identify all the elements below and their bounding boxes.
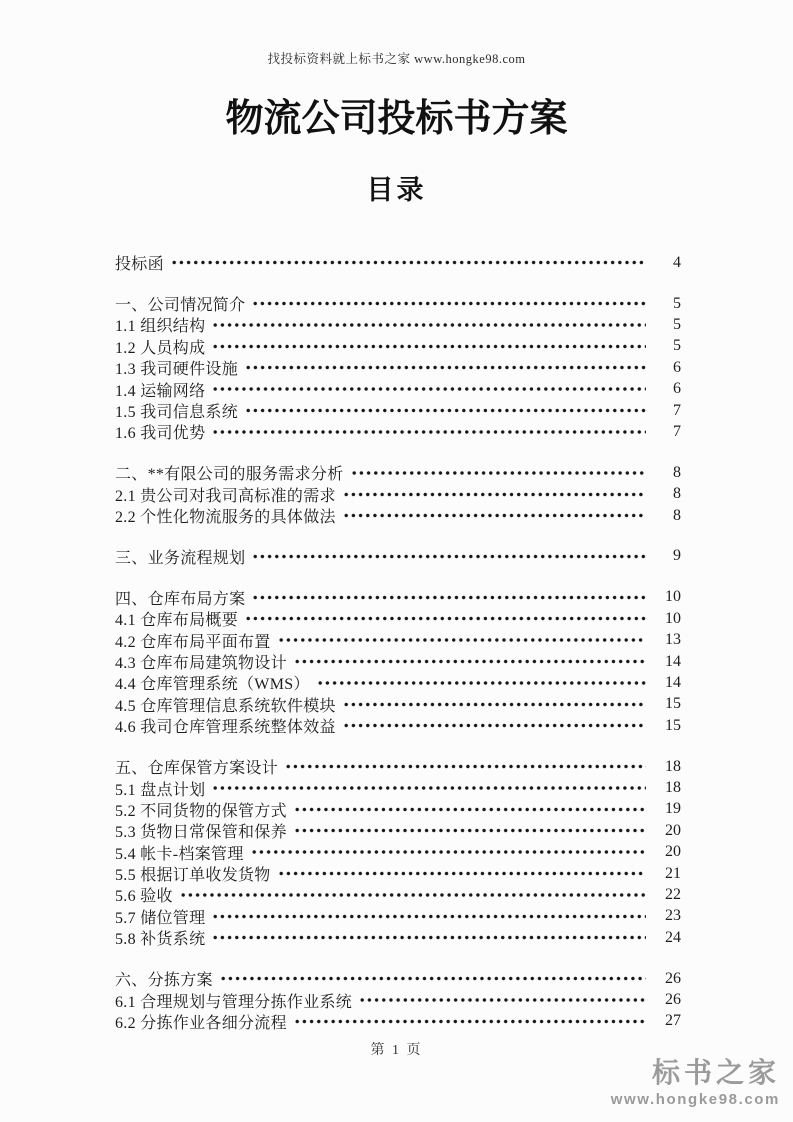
dot-leader — [343, 715, 646, 736]
toc-entry-label: 5.8 补货系统 — [115, 931, 206, 949]
toc-entry-label: 6.1 合理规划与管理分拣作业系统 — [115, 993, 353, 1011]
dot-leader — [317, 672, 646, 693]
toc-entry-label: 5.6 验收 — [115, 888, 173, 906]
toc-entry — [115, 400, 681, 421]
toc-page-number: 6 — [673, 380, 681, 398]
toc-entry-label: 投标函 — [115, 256, 164, 274]
toc-page-number: 22 — [665, 885, 681, 903]
dot-leader — [212, 421, 646, 442]
toc-entry-label: 六、分拣方案 — [115, 972, 213, 990]
toc-group — [115, 252, 681, 273]
toc-entry-label: 1.5 我司信息系统 — [115, 404, 239, 422]
toc-page-number: 7 — [673, 422, 681, 440]
toc-page-number: 20 — [665, 821, 681, 839]
toc-entry-label: 4.4 仓库管理系统（WMS） — [115, 676, 310, 694]
toc-entry — [115, 378, 681, 399]
toc-entry — [115, 927, 681, 948]
toc-entry-label: 5.4 帐卡-档案管理 — [115, 845, 244, 863]
toc-page-number: 10 — [665, 588, 681, 606]
toc-entry-label: 2.1 贵公司对我司高标准的需求 — [115, 487, 336, 505]
toc-entry — [115, 336, 681, 357]
toc-entry — [115, 820, 681, 841]
toc-page-number: 9 — [673, 547, 681, 565]
dot-leader — [343, 505, 646, 526]
dot-leader — [212, 336, 646, 357]
toc-page-number: 26 — [665, 969, 681, 987]
toc-entry — [115, 421, 681, 442]
toc-entry — [115, 505, 681, 526]
dot-leader — [294, 820, 646, 841]
toc-entry — [115, 587, 681, 608]
toc-entry — [115, 484, 681, 505]
toc-entry — [115, 1011, 681, 1032]
toc-entry — [115, 357, 681, 378]
toc-entry-label: 四、仓库布局方案 — [115, 590, 246, 608]
dot-leader — [212, 777, 646, 798]
toc-entry-label: 1.4 运输网络 — [115, 382, 206, 400]
toc-page-number: 10 — [665, 609, 681, 627]
toc-page-number: 14 — [665, 652, 681, 670]
toc-page-number: 6 — [673, 358, 681, 376]
dot-leader — [359, 989, 646, 1010]
document-title: 物流公司投标书方案 — [225, 98, 568, 140]
dot-leader — [212, 906, 646, 927]
toc-entry — [115, 863, 681, 884]
toc-entry — [115, 293, 681, 314]
toc-entry — [115, 694, 681, 715]
toc-page-number: 18 — [665, 757, 681, 775]
toc-group — [115, 462, 681, 526]
dot-leader — [285, 756, 646, 777]
toc-entry — [115, 777, 681, 798]
dot-leader — [343, 694, 646, 715]
dot-leader — [351, 462, 646, 483]
toc-page-number: 21 — [665, 864, 681, 882]
toc-entry-label: 五、仓库保管方案设计 — [115, 760, 279, 778]
toc-entry-label: 2.2 个性化物流服务的具体做法 — [115, 509, 336, 527]
dot-leader — [294, 799, 646, 820]
dot-leader — [180, 884, 646, 905]
toc-page-number: 13 — [665, 631, 681, 649]
watermark-url: www.hongke98.com — [610, 1091, 780, 1108]
toc-entry-label: 4.1 仓库布局概要 — [115, 612, 239, 630]
dot-leader — [278, 863, 646, 884]
toc-page-number: 23 — [665, 907, 681, 925]
dot-leader — [212, 378, 646, 399]
toc-entry — [115, 884, 681, 905]
toc-heading: 目录 — [366, 175, 427, 205]
dot-leader — [212, 314, 646, 335]
toc-page-number: 18 — [665, 779, 681, 796]
toc-entry-label: 6.2 分拣作业各细分流程 — [115, 1014, 287, 1032]
toc-entry — [115, 672, 681, 693]
toc-entry-label: 4.5 仓库管理信息系统软件模块 — [115, 697, 336, 715]
dot-leader — [171, 252, 646, 273]
toc-page-number: 26 — [665, 991, 681, 1009]
toc-entry — [115, 756, 681, 777]
dot-leader — [294, 651, 646, 672]
dot-leader — [245, 400, 646, 421]
dot-leader — [252, 546, 646, 567]
toc-entry — [115, 715, 681, 736]
toc-entry — [115, 314, 681, 335]
toc-entry-label: 一、公司情况简介 — [115, 297, 246, 315]
watermark — [611, 1059, 780, 1108]
toc-page-number: 24 — [665, 928, 681, 946]
toc-entry-label: 5.5 根据订单收发货物 — [115, 867, 271, 885]
dot-leader — [252, 587, 646, 608]
toc-group — [115, 756, 681, 949]
toc-page-number: 27 — [665, 1012, 681, 1030]
toc-entry — [115, 629, 681, 650]
toc-page-number: 8 — [673, 506, 681, 524]
toc-page-number: 5 — [673, 294, 681, 312]
toc-entry-label: 4.6 我司仓库管理系统整体效益 — [115, 719, 336, 737]
toc-group — [115, 546, 681, 567]
toc-entry-label: 4.2 仓库布局平面布置 — [115, 633, 271, 651]
dot-leader — [252, 293, 646, 314]
toc-entry-label: 1.1 组织结构 — [115, 318, 206, 336]
toc-page-number: 7 — [673, 401, 681, 419]
toc-page-number: 15 — [665, 695, 681, 713]
toc-page-number: 5 — [673, 337, 681, 355]
header-slogan: 找投标资料就上标书之家 www.hongke98.com — [267, 52, 526, 66]
dot-leader — [294, 1011, 646, 1032]
toc-entry — [115, 799, 681, 820]
toc-page-number: 8 — [673, 485, 681, 503]
toc-entry-label: 5.3 货物日常保管和保养 — [115, 824, 287, 842]
toc-entry-label: 4.3 仓库布局建筑物设计 — [115, 655, 287, 673]
toc-entry-label: 1.6 我司优势 — [115, 425, 206, 443]
toc-entry — [115, 989, 681, 1010]
watermark-logo: 标书之家 — [651, 1057, 780, 1088]
toc-group — [115, 293, 681, 443]
toc-entry-label: 5.1 盘点计划 — [115, 781, 206, 799]
toc — [115, 252, 681, 1032]
toc-entry-label: 1.3 我司硬件设施 — [115, 361, 239, 379]
dot-leader — [220, 968, 646, 989]
toc-entry — [115, 546, 681, 567]
toc-group — [115, 587, 681, 737]
toc-page-number: 19 — [665, 800, 681, 818]
toc-entry — [115, 608, 681, 629]
toc-page-number: 4 — [673, 253, 681, 271]
toc-page-number: 14 — [665, 673, 681, 691]
dot-leader — [251, 841, 646, 862]
toc-entry — [115, 651, 681, 672]
toc-page-number: 15 — [665, 716, 681, 734]
toc-entry — [115, 841, 681, 862]
toc-group — [115, 968, 681, 1032]
toc-entry-label: 5.2 不同货物的保管方式 — [115, 802, 287, 820]
dot-leader — [245, 608, 646, 629]
dot-leader — [212, 927, 646, 948]
dot-leader — [245, 357, 646, 378]
toc-page-number: 8 — [673, 463, 681, 481]
toc-entry — [115, 906, 681, 927]
toc-entry — [115, 252, 681, 273]
toc-entry-label: 二、**有限公司的服务需求分析 — [115, 466, 344, 484]
toc-page-number: 20 — [665, 843, 681, 861]
dot-leader — [343, 484, 646, 505]
toc-entry-label: 5.7 储位管理 — [115, 909, 206, 927]
page-number-footer: 第 1 页 — [370, 1043, 423, 1058]
toc-page-number: 5 — [673, 315, 681, 333]
toc-entry-label: 三、业务流程规划 — [115, 550, 246, 567]
dot-leader — [278, 629, 646, 650]
toc-entry-label: 1.2 人员构成 — [115, 339, 206, 357]
toc-entry — [115, 968, 681, 989]
toc-entry — [115, 462, 681, 483]
